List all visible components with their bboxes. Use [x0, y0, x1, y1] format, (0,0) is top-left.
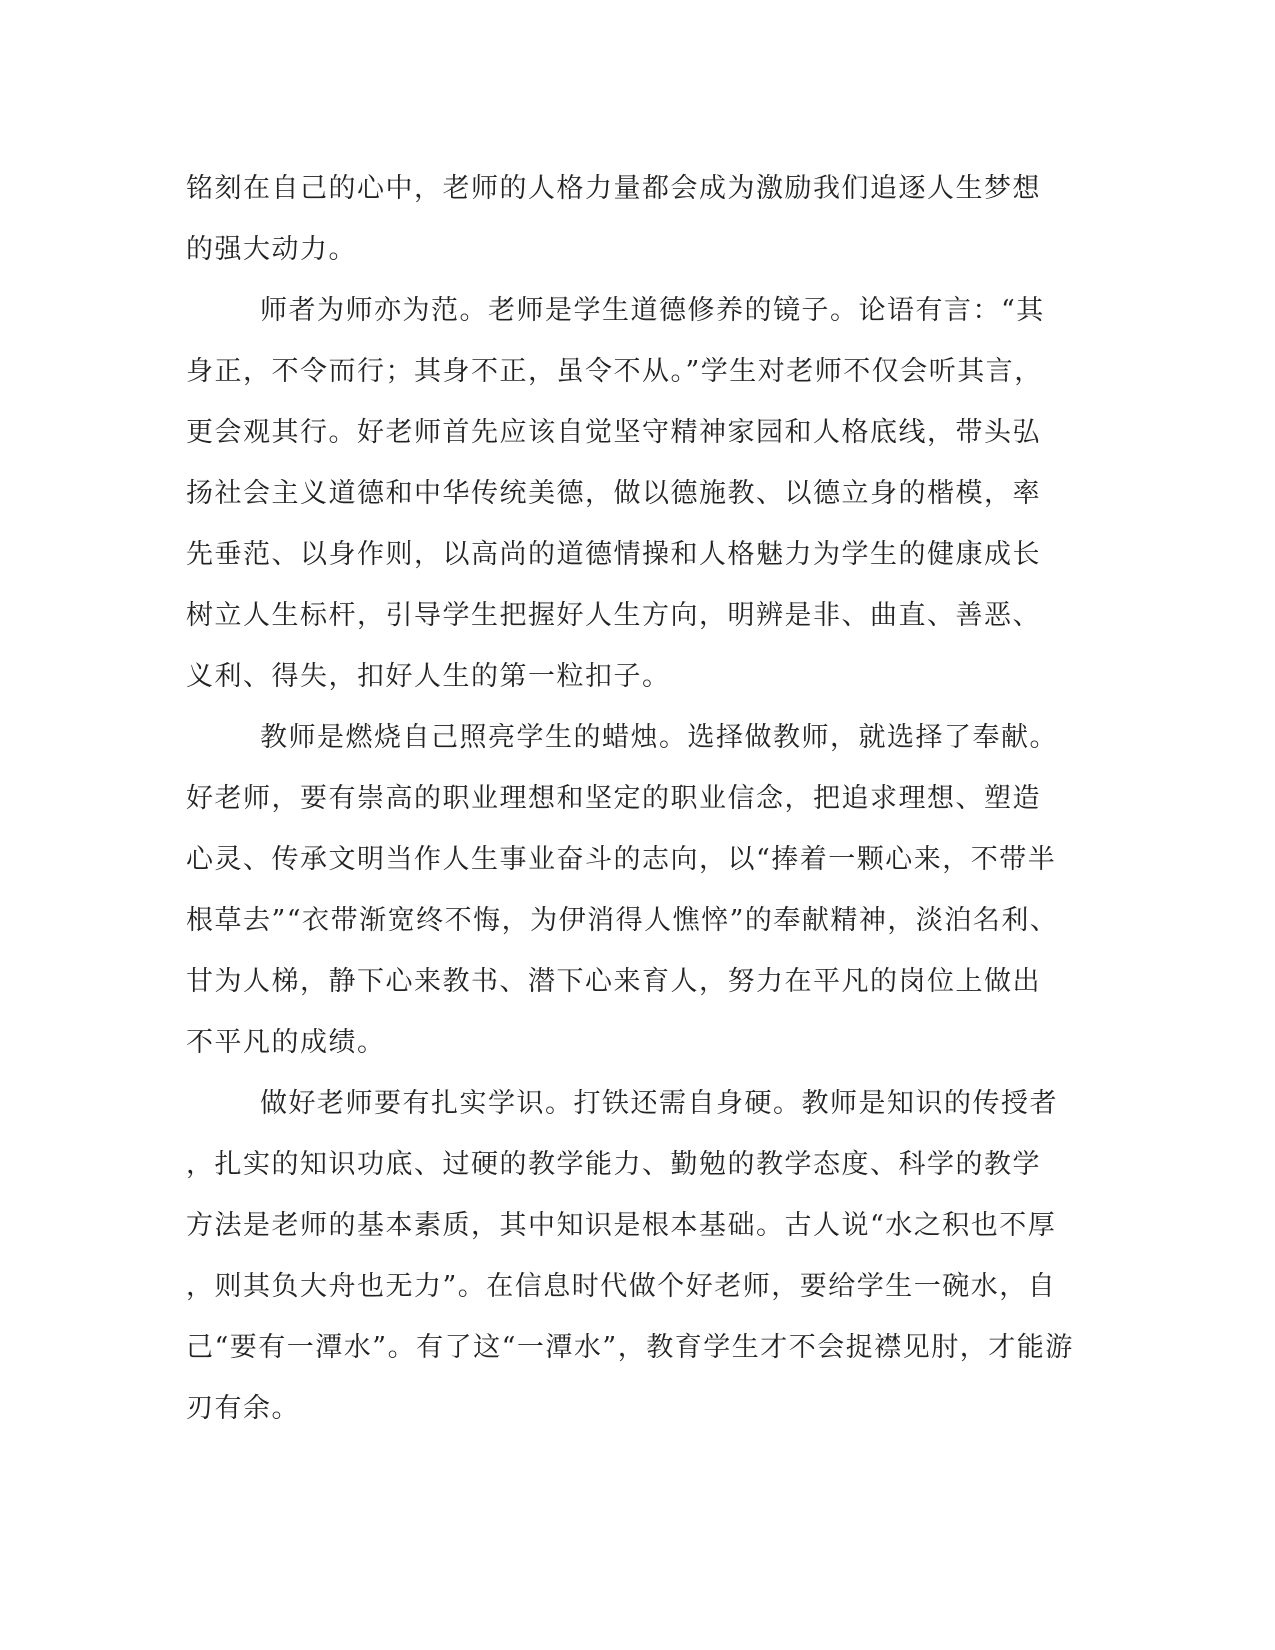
text-line: 树立人生标杆，引导学生把握好人生方向，明辨是非、曲直、善恶、 [186, 600, 1041, 631]
text-line: 身正，不令而行；其身不正，虽令不从。”学生对老师不仅会听其言， [186, 356, 1043, 387]
text-line: 方法是老师的基本素质，其中知识是根本基础。古人说“水之积也不厚 [186, 1210, 1057, 1241]
paragraph-2 [186, 280, 1066, 707]
text-line: 先垂范、以身作则，以高尚的道德情操和人格魅力为学生的健康成长 [186, 539, 1041, 570]
text-line: 铭刻在自己的心中，老师的人格力量都会成为激励我们追逐人生梦想 [186, 173, 1041, 204]
text-line: 甘为人梯，静下心来教书、潜下心来育人，努力在平凡的岗位上做出 [186, 966, 1041, 997]
document-body [186, 158, 1074, 1439]
text-line: 教师是燃烧自己照亮学生的蜡烛。选择做教师，就选择了奉献。 [260, 722, 1058, 753]
text-line: 根草去”“衣带渐宽终不悔，为伊消得人憔悴”的奉献精神，淡泊名利、 [186, 905, 1059, 936]
text-line: 扬社会主义道德和中华传统美德，做以德施教、以德立身的楷模，率 [186, 478, 1041, 509]
text-line: ，扎实的知识功底、过硬的教学能力、勤勉的教学态度、科学的教学 [186, 1149, 1041, 1180]
text-line: 心灵、传承文明当作人生事业奋斗的志向，以“捧着一颗心来，不带半 [186, 844, 1057, 875]
text-line: 更会观其行。好老师首先应该自觉坚守精神家园和人格底线，带头弘 [186, 417, 1041, 448]
text-line: 义利、得失，扣好人生的第一粒扣子。 [186, 661, 671, 692]
text-line: 做好老师要有扎实学识。打铁还需自身硬。教师是知识的传授者 [260, 1088, 1058, 1119]
paragraph-1 [186, 158, 1066, 280]
text-line: 刃有余。 [186, 1393, 300, 1424]
text-line: 师者为师亦为范。老师是学生道德修养的镜子。论语有言：“其 [260, 295, 1045, 326]
text-line: 不平凡的成绩。 [186, 1027, 386, 1058]
paragraph-3 [186, 707, 1066, 1073]
text-line: 的强大动力。 [186, 234, 357, 265]
text-line: ，则其负大舟也无力”。在信息时代做个好老师，要给学生一碗水，自 [186, 1271, 1057, 1302]
paragraph-4 [186, 1073, 1074, 1439]
text-line: 好老师，要有崇高的职业理想和坚定的职业信念，把追求理想、塑造 [186, 783, 1041, 814]
text-line: 己“要有一潭水”。有了这“一潭水”，教育学生才不会捉襟见肘，才能游 [186, 1332, 1074, 1363]
